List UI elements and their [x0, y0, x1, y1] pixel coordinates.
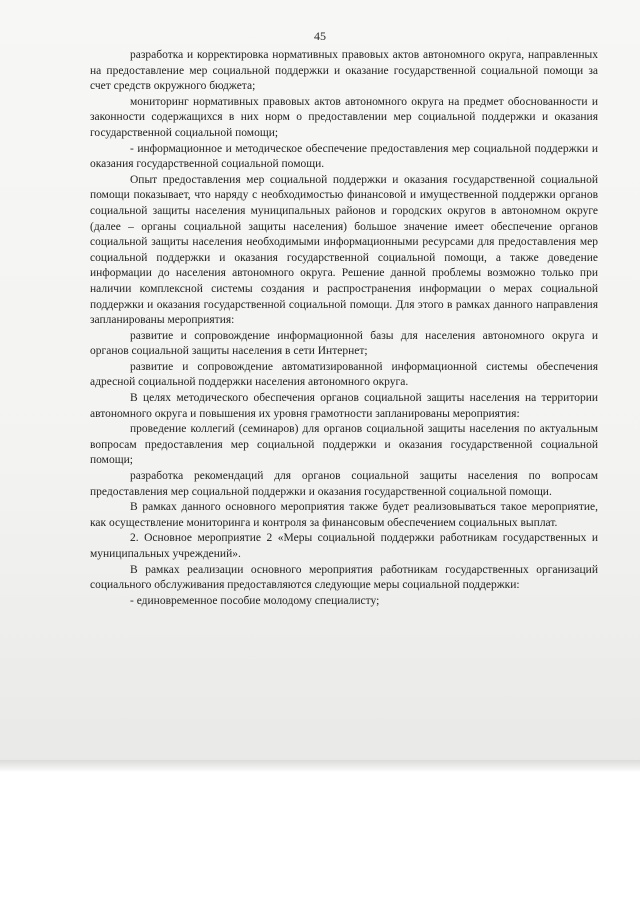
scan-bottom-edge [0, 760, 640, 772]
paragraph: мониторинг нормативных правовых актов автономного округа на предмет обоснованности и законности содержащихся в них норм о предоставлении мер социальной поддержки и оказания государственной социальной помощи; [90, 95, 598, 139]
paragraph: В целях методического обеспечения органов социальной защиты населения на территории автономного округа и повышения их уровня грамотности запланированы мероприятия: [90, 392, 598, 420]
paragraph: проведение коллегий (семинаров) для органов социальной защиты населения по актуальным вопросам предоставления мер социальной поддержки и оказания государственной социальной помощи; [90, 423, 598, 467]
paragraph: Опыт предоставления мер социальной поддержки и оказания государственной социальной помощи показывает, что наряду с необходимостью финансовой и имущественной поддержки органов социальной защиты населения муниципальных районов и городских округов в автономном округе (далее – органы социальной защиты населения) большое значение имеет обеспечение органов социальной защиты населения необходимыми информационными ресурсами для предоставления мер социальной поддержки и оказания государственной социальной помощи, а также доведение информации до населения автономного округа. Решение данной проблемы возможно только при наличии комплексной системы создания и распространения информации о мерах социальной поддержки и оказания государственной социальной помощи. Для этого в рамках данного направления запланированы мероприятия: [90, 173, 598, 327]
paragraph: развитие и сопровождение автоматизированной информационной системы обеспечения адресной социальной поддержки населения автономного округа. [90, 360, 598, 389]
paragraph: разработка и корректировка нормативных правовых актов автономного округа, направленных на предоставление мер социальной поддержки и оказание государственной социальной помощи за счет средств окружного бюджета; [90, 49, 598, 93]
paragraph: - информационное и методическое обеспечение предоставления мер социальной поддержки и оказания государственной социальной помощи. [90, 142, 598, 171]
document-body [90, 48, 598, 609]
paragraph: В рамках данного основного мероприятия также будет реализовываться такое мероприятие, как осуществление мониторинга и контроля за финансовым обеспечением социальных выплат. [90, 501, 598, 529]
paragraph: В рамках реализации основного мероприятия работникам государственных организаций социального обслуживания предоставляются следующие меры социальной поддержки: [90, 563, 598, 592]
paragraph: развитие и сопровождение информационной базы для населения автономного округа и органов социальной защиты населения в сети Интернет; [90, 329, 598, 358]
paragraph: - единовременное пособие молодому специалисту; [130, 594, 380, 607]
page-number: 45 [314, 29, 326, 43]
paragraph: 2. Основное мероприятие 2 «Меры социальной поддержки работникам государственных и муниципальных учреждений». [90, 532, 598, 560]
paragraph: разработка рекомендаций для органов социальной защиты населения по вопросам предоставления мер социальной поддержки и оказания государственной социальной помощи. [90, 470, 598, 498]
